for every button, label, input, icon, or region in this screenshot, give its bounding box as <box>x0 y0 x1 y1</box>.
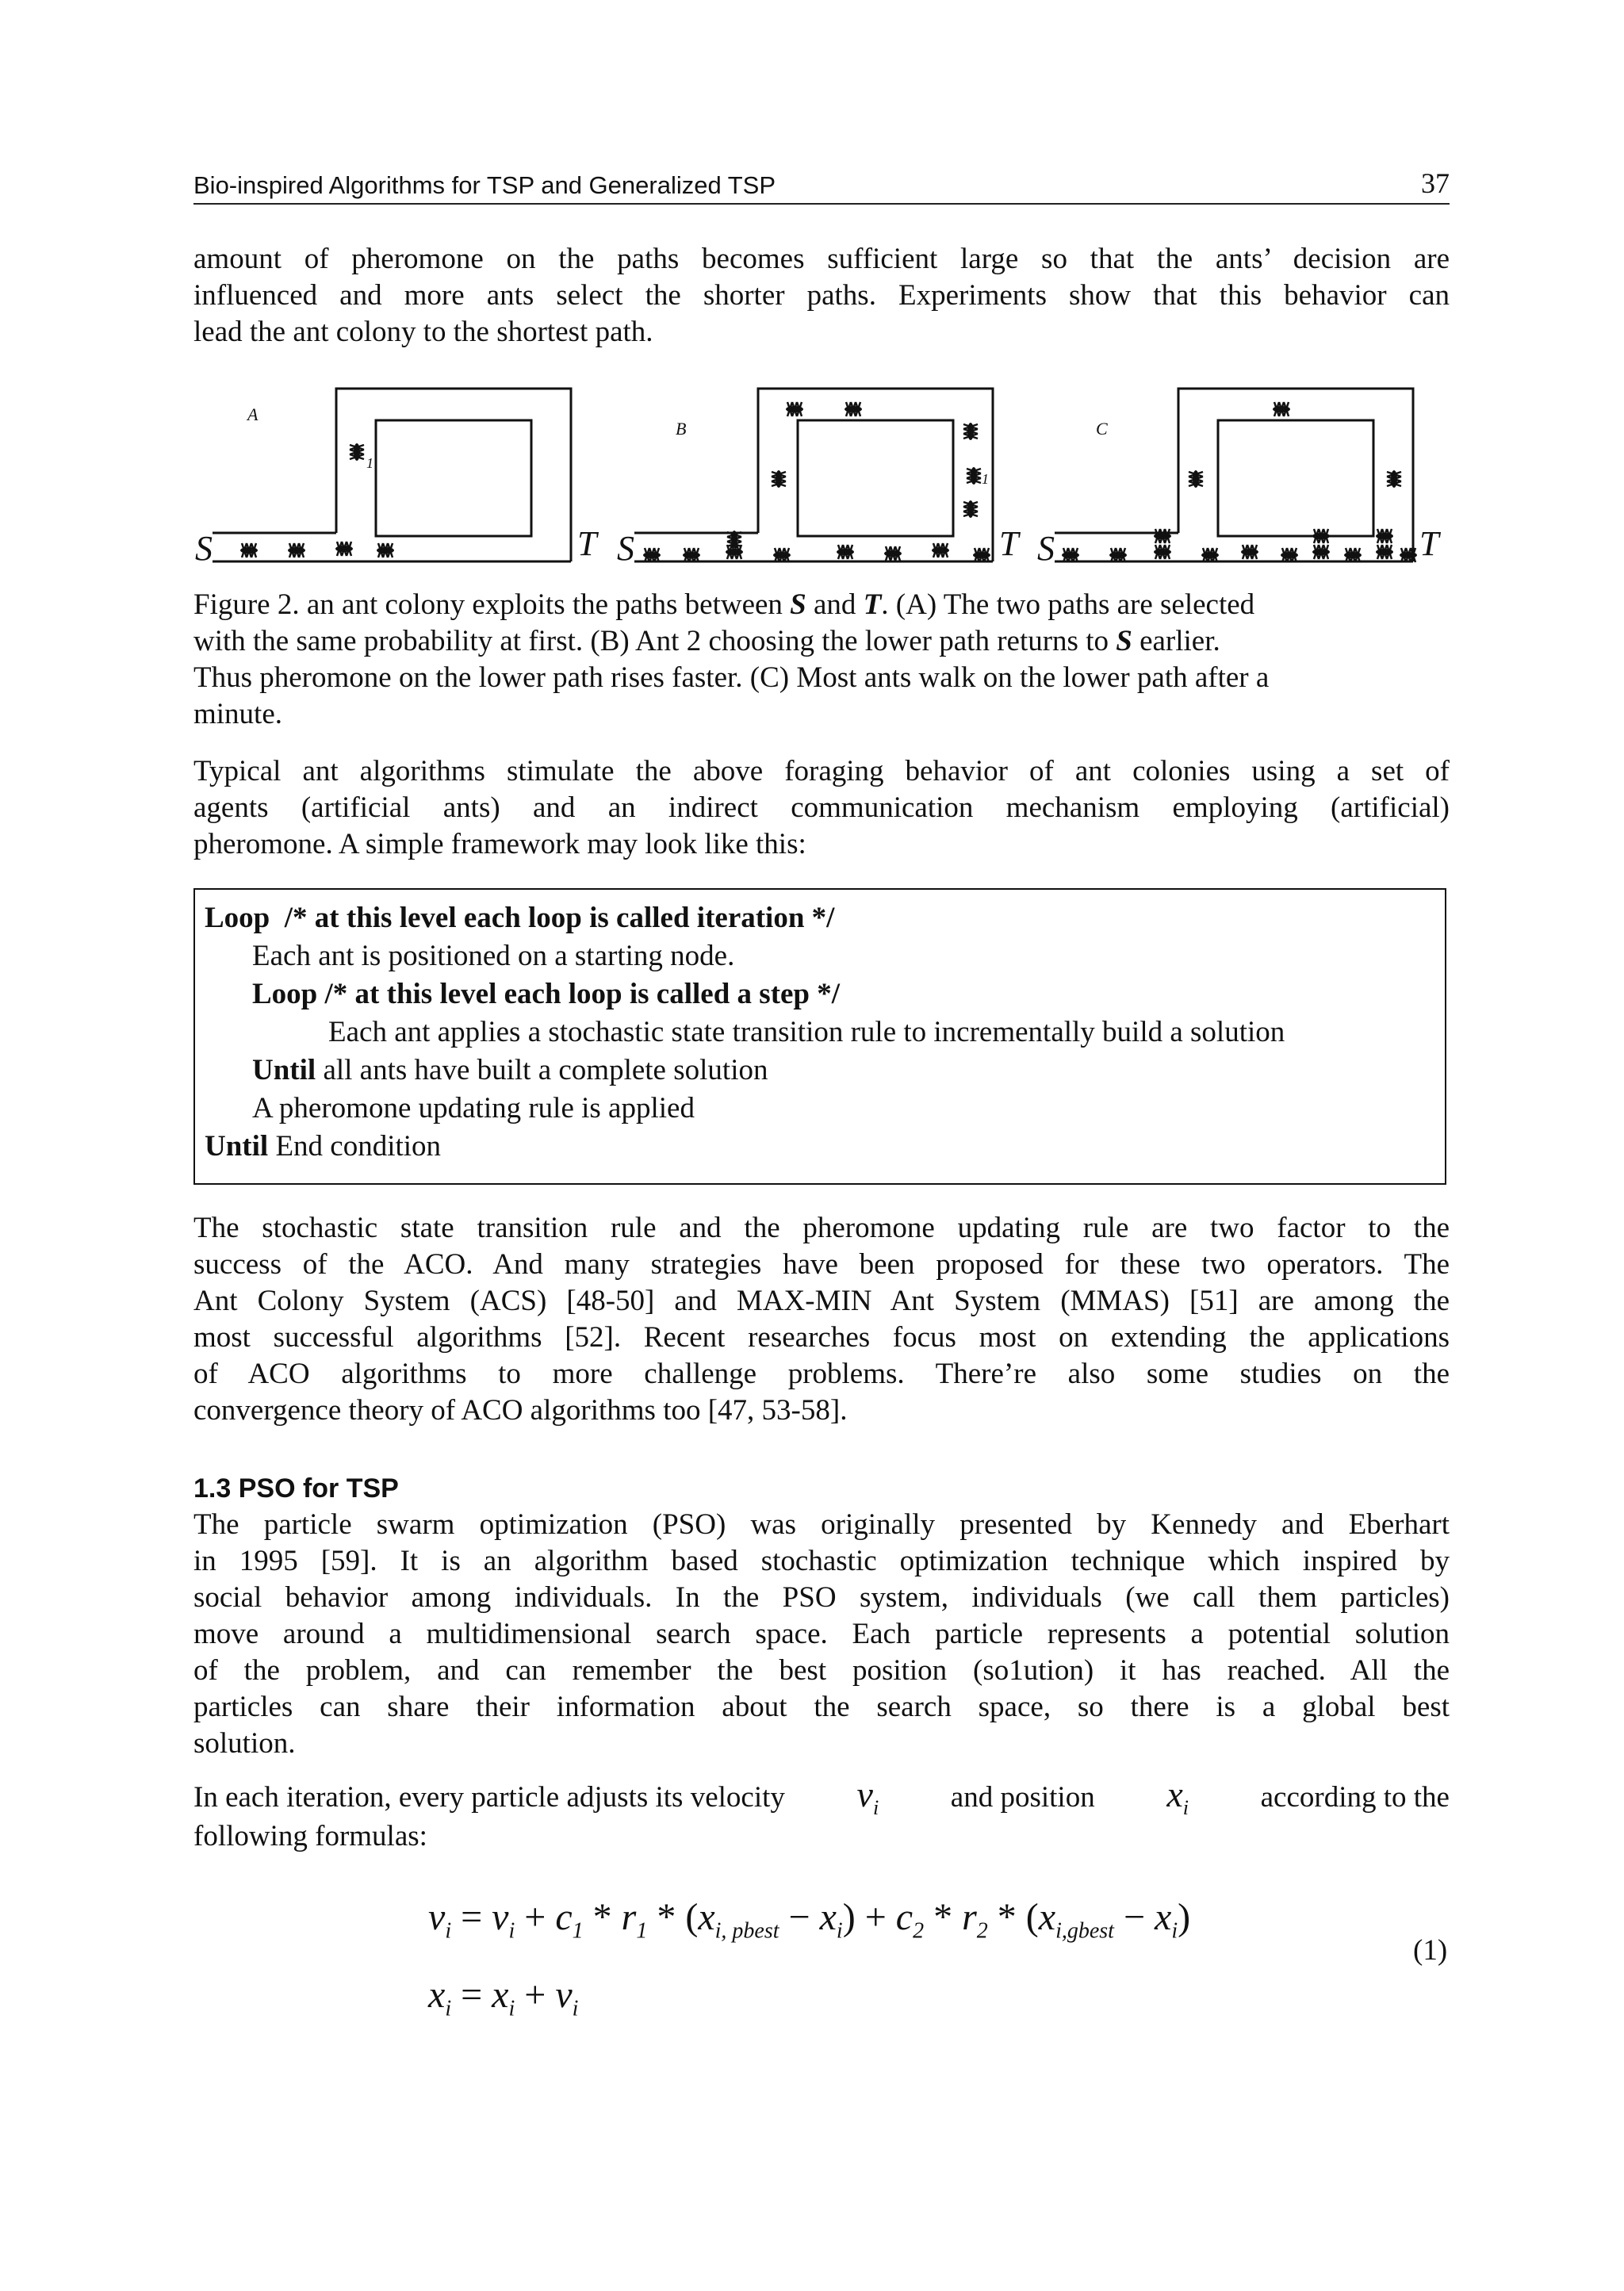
term-symbol: v <box>428 1896 446 1938</box>
equation-operator: ) <box>1178 1896 1191 1938</box>
position-symbol <box>1166 1773 1189 1820</box>
caption-text: minute. <box>193 698 283 730</box>
text-line: amount of pheromone on the paths becomes sufficient large so that the ants’ decision are <box>193 243 1450 275</box>
equation-term <box>428 1896 452 1944</box>
caption-line <box>193 696 1450 733</box>
algorithm-keyword: Loop <box>205 902 270 934</box>
algorithm-keyword: Until <box>252 1054 316 1086</box>
equation-term <box>555 1973 579 2021</box>
term-symbol: r <box>621 1896 637 1938</box>
section-heading: 1.3 PSO for TSP <box>193 1473 399 1504</box>
equation-term <box>698 1896 779 1944</box>
ant-icon <box>963 423 978 440</box>
panel-label: B <box>676 419 687 439</box>
equation-operator: * ( <box>987 1896 1039 1938</box>
position-index: i <box>1182 1796 1189 1820</box>
ant-icon <box>350 443 364 461</box>
ant-icon <box>1062 548 1079 562</box>
equation-operator: − <box>1113 1896 1155 1938</box>
ant-icon <box>884 546 902 561</box>
page-number: 37 <box>1421 167 1450 199</box>
equation-operator: * <box>924 1896 963 1938</box>
term-symbol: r <box>962 1896 977 1938</box>
algorithm-text: /* at this level each loop is called iteration */ <box>270 902 835 934</box>
end-node-label: T <box>1419 524 1439 563</box>
term-subscript: i <box>445 1918 452 1944</box>
term-subscript: i <box>1171 1918 1178 1944</box>
caption-text: Figure 2. an ant colony exploits the paths between <box>193 588 791 621</box>
ant-icon <box>377 543 394 557</box>
term-symbol: x <box>698 1896 715 1938</box>
velocity-letter: v <box>856 1774 873 1814</box>
ant-number-label: 1 <box>366 455 373 471</box>
text-line: of ACO algorithms to more challenge problems. There’re also some studies on the <box>193 1358 1450 1390</box>
intro-paragraph <box>193 241 1450 351</box>
text-line: The stochastic state transition rule and the pheromone updating rule are two factor to the <box>193 1212 1450 1244</box>
text-line: agents (artificial ants) and an indirect communication mechanism employing (artificial) <box>193 791 1450 824</box>
ant-icon <box>845 402 862 416</box>
text-line: in 1995 [59]. It is an algorithm based stochastic optimization technique which inspired by <box>193 1545 1450 1577</box>
equation-term <box>895 1896 925 1944</box>
equation-term <box>1155 1896 1178 1944</box>
ant-icon <box>643 548 661 562</box>
text-line: move around a multidimensional search space. Each particle represents a potential solution <box>193 1618 1450 1650</box>
start-node-label: S <box>617 529 634 568</box>
equation-line-1 <box>428 1886 1300 1963</box>
end-node-label: T <box>999 524 1019 563</box>
caption-line <box>193 623 1450 660</box>
running-title: Bio-inspired Algorithms for TSP and Generalized TSP <box>193 171 776 199</box>
caption-line <box>193 660 1450 696</box>
text-line: success of the ACO. And many strategies have been proposed for these two operators. The <box>193 1248 1450 1281</box>
ant-icon <box>683 548 700 562</box>
text-line: Ant Colony System (ACS) [48-50] and MAX-MIN Ant System (MMAS) [51] are among the <box>193 1285 1450 1317</box>
term-subscript: i <box>572 1996 579 2021</box>
start-node-label: S <box>195 529 213 568</box>
inner-rect <box>1218 420 1373 536</box>
ant-icon <box>772 470 786 488</box>
ant-icon <box>973 548 990 562</box>
pso-equation <box>428 1886 1300 2040</box>
caption-text: earlier. <box>1132 625 1220 657</box>
inner-rect <box>798 420 953 536</box>
ant-icon <box>1400 548 1417 562</box>
text-line: solution. <box>193 1727 296 1760</box>
equation-operator: + <box>515 1896 556 1938</box>
ant-icon <box>1154 545 1171 559</box>
ant-icon <box>1281 548 1298 562</box>
iteration-text-2: and position <box>950 1781 1095 1814</box>
algorithm-keyword: Until <box>205 1130 269 1163</box>
iteration-paragraph <box>193 1773 1450 1853</box>
typical-paragraph <box>193 753 1450 863</box>
equation-term <box>1038 1896 1114 1944</box>
algorithm-keyword: Loop <box>252 978 318 1010</box>
equation-operator: = <box>451 1973 492 2016</box>
algorithm-line <box>252 975 840 1013</box>
term-subscript: 2 <box>913 1918 925 1944</box>
caption-symbol: S <box>1116 625 1132 657</box>
equation-term <box>819 1896 843 1944</box>
ant-path-figure <box>193 373 1450 579</box>
equation-term <box>621 1896 648 1944</box>
equation-operator: − <box>779 1896 820 1938</box>
text-line: of the problem, and can remember the best position (so1ution) it has reached. All the <box>193 1654 1450 1687</box>
algorithm-text: Each ant applies a stochastic state transition rule to incrementally build a solution <box>328 1016 1285 1048</box>
caption-text: and <box>806 588 864 621</box>
algorithm-line <box>252 1090 695 1128</box>
ant-icon <box>1241 545 1258 559</box>
algorithm-line <box>252 1052 768 1090</box>
term-subscript: 1 <box>572 1918 584 1944</box>
text-line: most successful algorithms [52]. Recent researches focus most on extending the applications <box>193 1321 1450 1354</box>
equation-term <box>428 1973 452 2021</box>
ant-icon <box>288 543 305 557</box>
term-subscript: i, pbest <box>714 1918 779 1944</box>
pso-paragraph <box>193 1507 1450 1762</box>
ant-icon <box>1387 470 1401 488</box>
equation-operator: + <box>515 1973 556 2016</box>
term-subscript: 1 <box>636 1918 648 1944</box>
term-subscript: i <box>508 1918 515 1944</box>
caption-symbol: S <box>790 588 806 621</box>
term-symbol: c <box>555 1896 573 1938</box>
ant-icon <box>1201 548 1219 562</box>
term-symbol: c <box>895 1896 914 1938</box>
algorithm-line <box>252 937 734 975</box>
ant-icon <box>773 548 791 562</box>
term-subscript: i,gbest <box>1055 1918 1114 1944</box>
equation-operator: = <box>451 1896 492 1938</box>
ant-icon <box>1273 402 1290 416</box>
algorithm-line <box>205 899 834 937</box>
term-subscript: i <box>836 1918 843 1944</box>
equation-line-2 <box>428 1963 1300 2041</box>
text-line: influenced and more ants select the shorter paths. Experiments show that this behavior can <box>193 279 1450 312</box>
equation-operator: * ( <box>647 1896 699 1938</box>
caption-line <box>193 587 1450 623</box>
equation-number: (1) <box>1413 1934 1448 1967</box>
text-line: lead the ant colony to the shortest path. <box>193 316 653 348</box>
iteration-text-1: In each iteration, every particle adjusts its velocity <box>193 1781 785 1814</box>
ant-icon <box>1344 548 1362 562</box>
panel-label: A <box>247 404 259 424</box>
figure-caption <box>193 587 1450 733</box>
ant-icon <box>1189 470 1203 488</box>
ant-icon <box>837 545 854 559</box>
running-header <box>193 165 1450 205</box>
ant-icon <box>967 467 981 485</box>
term-subscript: i <box>445 1996 452 2021</box>
term-symbol: x <box>1038 1896 1056 1938</box>
position-letter: x <box>1166 1774 1183 1814</box>
algorithm-text: all ants have built a complete solution <box>316 1054 768 1086</box>
equation-term <box>962 1896 988 1944</box>
ant-number-label: 1 <box>982 471 989 487</box>
velocity-symbol <box>857 1773 879 1820</box>
ant-icon <box>1109 548 1127 562</box>
equation-operator: ) + <box>842 1896 896 1938</box>
term-symbol: x <box>819 1896 837 1938</box>
algorithm-text: A pheromone updating rule is applied <box>252 1092 695 1124</box>
ant-icon <box>963 500 978 518</box>
ant-icon <box>1376 529 1393 543</box>
ant-icon <box>240 543 258 557</box>
equation-term <box>492 1896 515 1944</box>
algorithm-text: /* at this level each loop is called a step */ <box>317 978 841 1010</box>
term-subscript: 2 <box>976 1918 988 1944</box>
inner-rect <box>376 420 531 536</box>
panel-label: C <box>1096 419 1108 439</box>
ant-icon <box>1312 545 1330 559</box>
caption-text: Thus pheromone on the lower path rises faster. (C) Most ants walk on the lower path after a <box>193 661 1270 694</box>
ant-icon <box>1312 529 1330 543</box>
stochastic-paragraph <box>193 1210 1450 1429</box>
ant-icon <box>1376 545 1393 559</box>
text-line: social behavior among individuals. In the PSO system, individuals (we call them particles) <box>193 1581 1450 1614</box>
text-line: The particle swarm optimization (PSO) was originally presented by Kennedy and Eberhart <box>193 1508 1450 1541</box>
algorithm-line <box>328 1013 1285 1052</box>
equation-term <box>492 1973 515 2021</box>
term-symbol: v <box>492 1896 509 1938</box>
iteration-text-4: following formulas: <box>193 1820 427 1852</box>
term-symbol: v <box>555 1973 573 2016</box>
velocity-index: i <box>872 1796 879 1820</box>
term-symbol: x <box>1155 1896 1172 1938</box>
caption-text: with the same probability at first. (B) Ant 2 choosing the lower path returns to <box>193 625 1116 657</box>
text-line: convergence theory of ACO algorithms too [47, 53-58]. <box>193 1394 848 1427</box>
iteration-text-3: according to the <box>1260 1781 1450 1814</box>
ant-icon <box>727 531 741 548</box>
term-symbol: x <box>492 1973 509 2016</box>
algorithm-framework-box <box>193 888 1446 1185</box>
equation-operator: * <box>583 1896 622 1938</box>
text-line: pheromone. A simple framework may look like this: <box>193 828 806 860</box>
algorithm-line <box>205 1128 441 1166</box>
equation-term <box>555 1896 584 1944</box>
text-line: particles can share their information about the search space, so there is a global best <box>193 1691 1450 1723</box>
ant-icon <box>932 543 949 557</box>
ant-icon <box>786 402 803 416</box>
ant-icon <box>335 542 353 556</box>
text-line: Typical ant algorithms stimulate the above foraging behavior of ant colonies using a set of <box>193 755 1450 787</box>
term-symbol: x <box>428 1973 446 2016</box>
algorithm-text: Each ant is positioned on a starting node. <box>252 940 735 972</box>
algorithm-text: End condition <box>268 1130 442 1163</box>
start-node-label: S <box>1037 529 1055 568</box>
caption-text: . (A) The two paths are selected <box>881 588 1255 621</box>
term-subscript: i <box>508 1996 515 2021</box>
end-node-label: T <box>577 524 597 563</box>
caption-symbol: T <box>863 588 882 621</box>
ant-icon <box>1154 529 1171 543</box>
